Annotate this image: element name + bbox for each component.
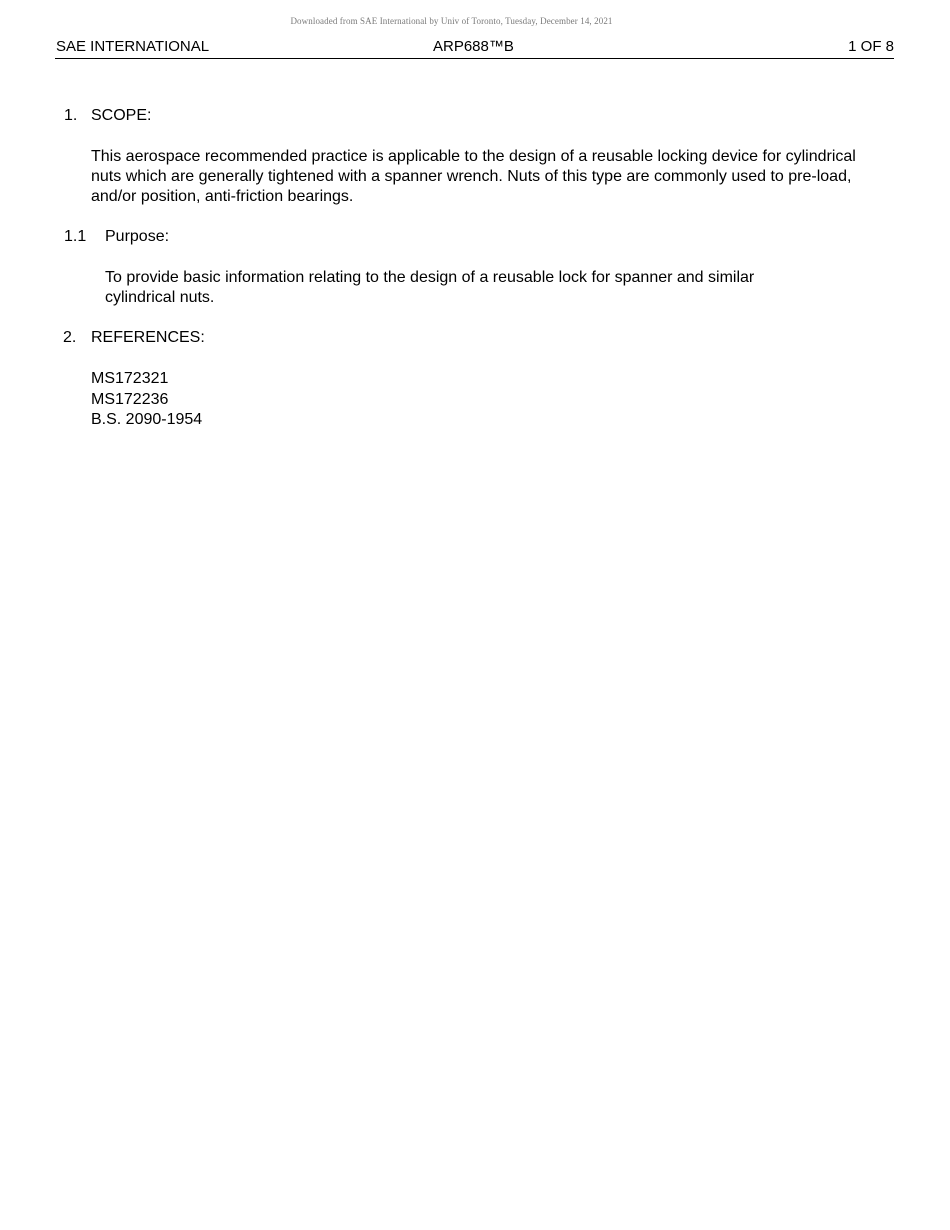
reference-item: MS172236 bbox=[91, 390, 169, 408]
section-purpose-body: To provide basic information relating to the design of a reusable lock for spanner and similar cylindrical nuts. bbox=[105, 269, 755, 306]
section-title: REFERENCES: bbox=[91, 329, 205, 346]
section-references-heading bbox=[63, 328, 363, 348]
page-header bbox=[55, 38, 894, 59]
references-list bbox=[91, 369, 391, 431]
section-number: 1.1 bbox=[64, 228, 87, 245]
section-title: Purpose: bbox=[105, 228, 170, 245]
section-number: 1. bbox=[64, 107, 78, 124]
section-number: 2. bbox=[63, 329, 77, 346]
section-scope-body: This aerospace recommended practice is applicable to the design of a reusable locking device for cylindrical nuts which are generally tightened with a spanner wrench. Nuts of this type are commonly used to pre-load, and/or position, anti-friction bearings. bbox=[91, 148, 856, 205]
header-organization: SAE INTERNATIONAL bbox=[56, 38, 210, 55]
section-title: SCOPE: bbox=[91, 107, 152, 124]
section-scope-heading bbox=[64, 106, 364, 126]
section-purpose-heading bbox=[64, 227, 364, 247]
download-notice: Downloaded from SAE International by Univ of Toronto, Tuesday, December 14, 2021 bbox=[290, 16, 613, 26]
header-page-number: 1 OF 8 bbox=[848, 38, 894, 55]
reference-item: B.S. 2090-1954 bbox=[91, 411, 203, 428]
reference-item: MS172321 bbox=[91, 370, 169, 387]
header-document-id: ARP688™B bbox=[433, 38, 514, 55]
